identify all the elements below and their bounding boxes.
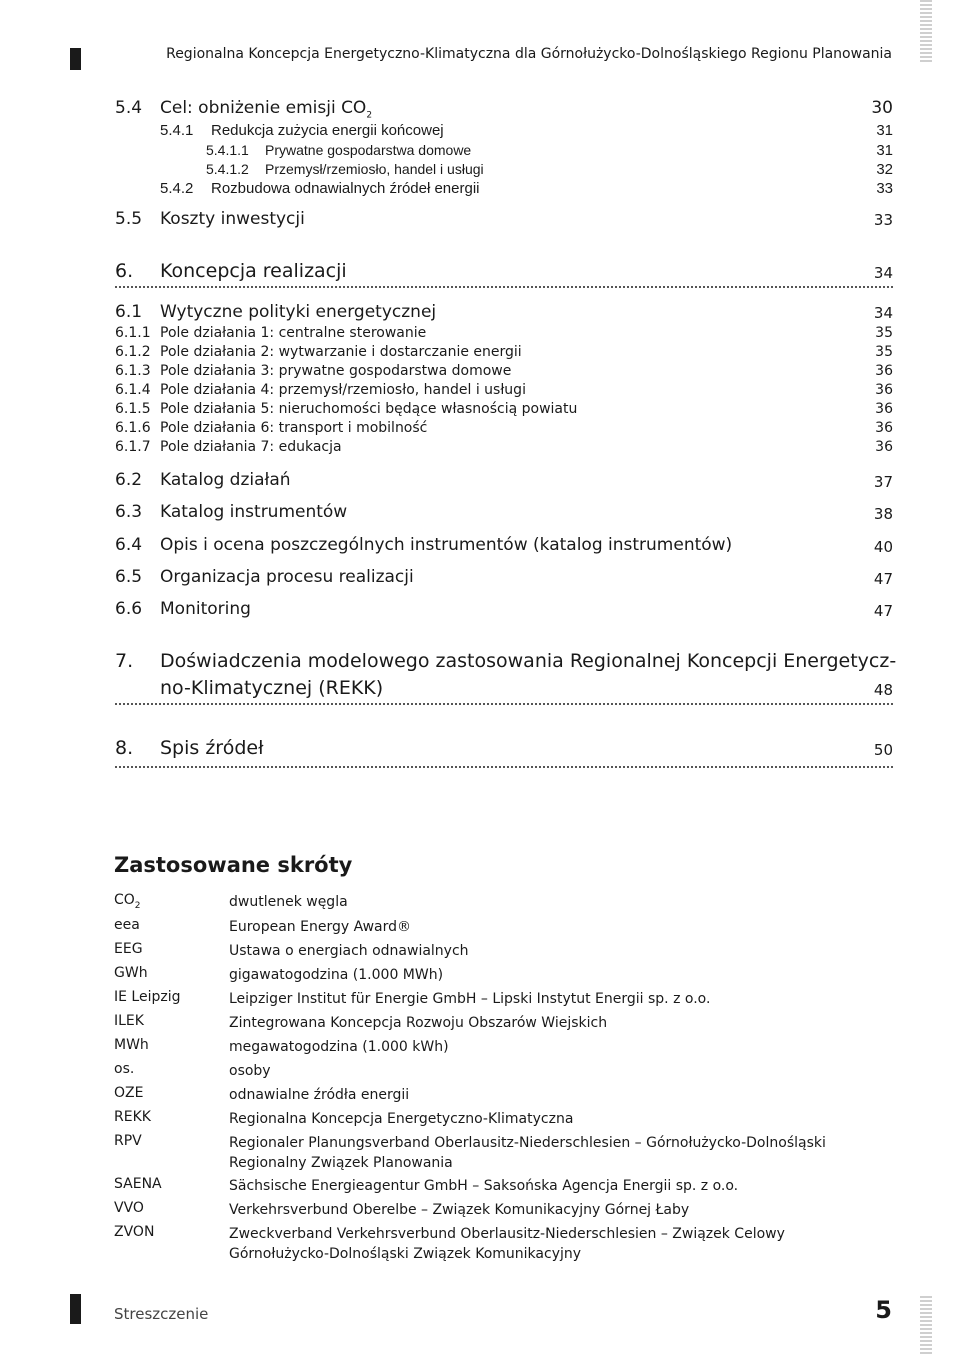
- toc-page: 34: [873, 264, 893, 282]
- abbreviation-value: osoby: [229, 1063, 271, 1079]
- toc-title: Rozbudowa odnawialnych źródeł energii: [211, 180, 480, 197]
- abbreviation-value: dwutlenek węgla: [229, 894, 348, 910]
- abbreviation-value: Regionaler Planungsverband Oberlausitz-Niederschlesien – Górnołużycko-Dolnośląski Regionalny Związek Planowania: [229, 1135, 826, 1171]
- toc-number: 6.: [115, 260, 134, 282]
- abbreviation-value: Ustawa o energiach odnawialnych: [229, 943, 469, 959]
- toc-title: Katalog instrumentów: [160, 502, 348, 522]
- toc-title: Redukcja zużycia energii końcowej: [211, 122, 444, 139]
- toc-title: Pole działania 2: wytwarzanie i dostarczanie energii: [160, 344, 522, 360]
- toc-title: Pole działania 4: przemysł/rzemiosło, handel i usługi: [160, 382, 526, 398]
- abbreviation-value: odnawialne źródła energii: [229, 1087, 410, 1103]
- abbreviation-value: Leipziger Institut für Energie GmbH – Lipski Instytut Energii sp. z o.o.: [229, 991, 711, 1007]
- toc-page: 34: [873, 304, 893, 322]
- page-number: 5: [875, 1296, 892, 1324]
- abbreviation-key: IE Leipzig: [114, 989, 181, 1005]
- toc-number: 6.6: [115, 599, 143, 619]
- abbreviation-value: European Energy Award®: [229, 919, 412, 935]
- abbreviation-key: OZE: [114, 1085, 144, 1101]
- toc-number: 8.: [115, 737, 134, 759]
- abbreviation-value: megawatogodzina (1.000 kWh): [229, 1039, 449, 1055]
- dotted-divider: [115, 286, 893, 288]
- edge-marks-bottom: [920, 1296, 932, 1356]
- toc-number: 6.5: [115, 567, 143, 587]
- toc-number: 5.4.1: [160, 122, 194, 139]
- abbreviation-key: $CO_2$: [114, 892, 141, 911]
- toc-number: 6.1.4: [115, 382, 151, 398]
- abbreviation-value: Zweckverband Verkehrsverbund Oberlausitz-Niederschlesien – Związek Celowy Górnołużycko-Dolnośląski Związek Komunikacyjny: [229, 1226, 785, 1262]
- abbreviation-key: REKK: [114, 1109, 151, 1125]
- toc-title: Pole działania 1: centralne sterowanie: [160, 325, 427, 341]
- abbreviation-key: VVO: [114, 1200, 144, 1216]
- toc-page: 32: [876, 161, 893, 178]
- footer-bar: [70, 1294, 81, 1324]
- toc-number: 6.1.2: [115, 344, 151, 360]
- abbreviation-key: MWh: [114, 1037, 149, 1053]
- dotted-divider: [115, 703, 893, 705]
- toc-page: 50: [873, 741, 893, 759]
- toc-page: 47: [873, 570, 893, 588]
- toc-page: 35: [875, 344, 893, 360]
- toc-page: 33: [873, 211, 893, 229]
- abbreviation-key: eea: [114, 917, 140, 933]
- abbreviation-key: RPV: [114, 1133, 142, 1149]
- toc-number: 6.1.7: [115, 439, 151, 455]
- running-header: Regionalna Koncepcja Energetyczno-Klimatyczna dla Górnołużycko-Dolnośląskiego Regionu Planowania: [166, 46, 892, 62]
- abbreviation-key: GWh: [114, 965, 148, 981]
- toc-number: 6.3: [115, 502, 143, 522]
- toc-number: 6.1.1: [115, 325, 151, 341]
- toc-title: Pole działania 6: transport i mobilność: [160, 420, 428, 436]
- toc-title: Monitoring: [160, 599, 251, 619]
- toc-page: 37: [873, 473, 893, 491]
- toc-title: Przemysł/rzemiosło, handel i usługi: [265, 161, 484, 177]
- toc-title: Cel: obniżenie emisji $CO_2$: [160, 98, 373, 121]
- toc-title: Pole działania 3: prywatne gospodarstwa domowe: [160, 363, 512, 379]
- toc-title-line2: no-Klimatycznej (REKK): [160, 677, 384, 699]
- toc-page: 36: [875, 420, 893, 436]
- toc-number: 6.2: [115, 470, 143, 490]
- abbreviation-key: ILEK: [114, 1013, 144, 1029]
- toc-title: Katalog działań: [160, 470, 291, 490]
- toc-title: Organizacja procesu realizacji: [160, 567, 414, 587]
- edge-marks-top: [920, 0, 932, 64]
- abbreviation-value: gigawatogodzina (1.000 MWh): [229, 967, 444, 983]
- abbreviation-key: ZVON: [114, 1224, 155, 1240]
- toc-page: 36: [875, 363, 893, 379]
- toc-page: 47: [873, 602, 893, 620]
- abbreviation-key: EEG: [114, 941, 143, 957]
- abbreviation-key: os.: [114, 1061, 135, 1077]
- toc-number: 6.1.6: [115, 420, 151, 436]
- header-bar: [70, 48, 81, 70]
- toc-number: 5.4.1.1: [206, 142, 249, 158]
- toc-number: 5.5: [115, 209, 143, 229]
- toc-number: 5.4.2: [160, 180, 194, 197]
- toc-title: Spis źródeł: [160, 737, 264, 759]
- toc-title: Doświadczenia modelowego zastosowania Regionalnej Koncepcji Energetycz-: [160, 650, 897, 672]
- toc-title: Pole działania 5: nieruchomości będące własnością powiatu: [160, 401, 578, 417]
- toc-page: 31: [876, 142, 893, 159]
- toc-page: 30: [871, 98, 893, 118]
- toc-page: 38: [873, 505, 893, 523]
- toc-page: 36: [875, 401, 893, 417]
- abbreviation-key: SAENA: [114, 1176, 162, 1192]
- toc-number: 5.4: [115, 98, 143, 118]
- abbreviation-value: Zintegrowana Koncepcja Rozwoju Obszarów Wiejskich: [229, 1015, 608, 1031]
- toc-number: 7.: [115, 650, 134, 672]
- toc-number: 6.1.5: [115, 401, 151, 417]
- abbreviation-value: Sächsische Energieagentur GmbH – Saksońska Agencja Energii sp. z o.o.: [229, 1178, 739, 1194]
- abbreviation-value: Regionalna Koncepcja Energetyczno-Klimatyczna: [229, 1111, 574, 1127]
- toc-page: 40: [873, 538, 893, 556]
- toc-page: 31: [876, 122, 893, 139]
- dotted-divider: [115, 766, 893, 768]
- toc-number: 6.1: [115, 302, 143, 322]
- toc-title: Opis i ocena poszczególnych instrumentów (katalog instrumentów): [160, 535, 733, 555]
- toc-page: 36: [875, 439, 893, 455]
- toc-page: 33: [876, 180, 893, 197]
- toc-page: 35: [875, 325, 893, 341]
- toc-number: 6.1.3: [115, 363, 151, 379]
- footer-section-label: Streszczenie: [114, 1305, 209, 1323]
- abbreviation-value: Verkehrsverbund Oberelbe – Związek Komunikacyjny Górnej Łaby: [229, 1202, 690, 1218]
- abbreviations-heading: Zastosowane skróty: [114, 853, 353, 877]
- toc-title: Pole działania 7: edukacja: [160, 439, 342, 455]
- toc-number: 6.4: [115, 535, 143, 555]
- toc-title: Koncepcja realizacji: [160, 260, 347, 282]
- toc-title: Prywatne gospodarstwa domowe: [265, 142, 472, 158]
- toc-page: 48: [873, 681, 893, 699]
- toc-number: 5.4.1.2: [206, 161, 249, 177]
- toc-title: Koszty inwestycji: [160, 209, 305, 229]
- toc-page: 36: [875, 382, 893, 398]
- toc-title: Wytyczne polityki energetycznej: [160, 302, 437, 322]
